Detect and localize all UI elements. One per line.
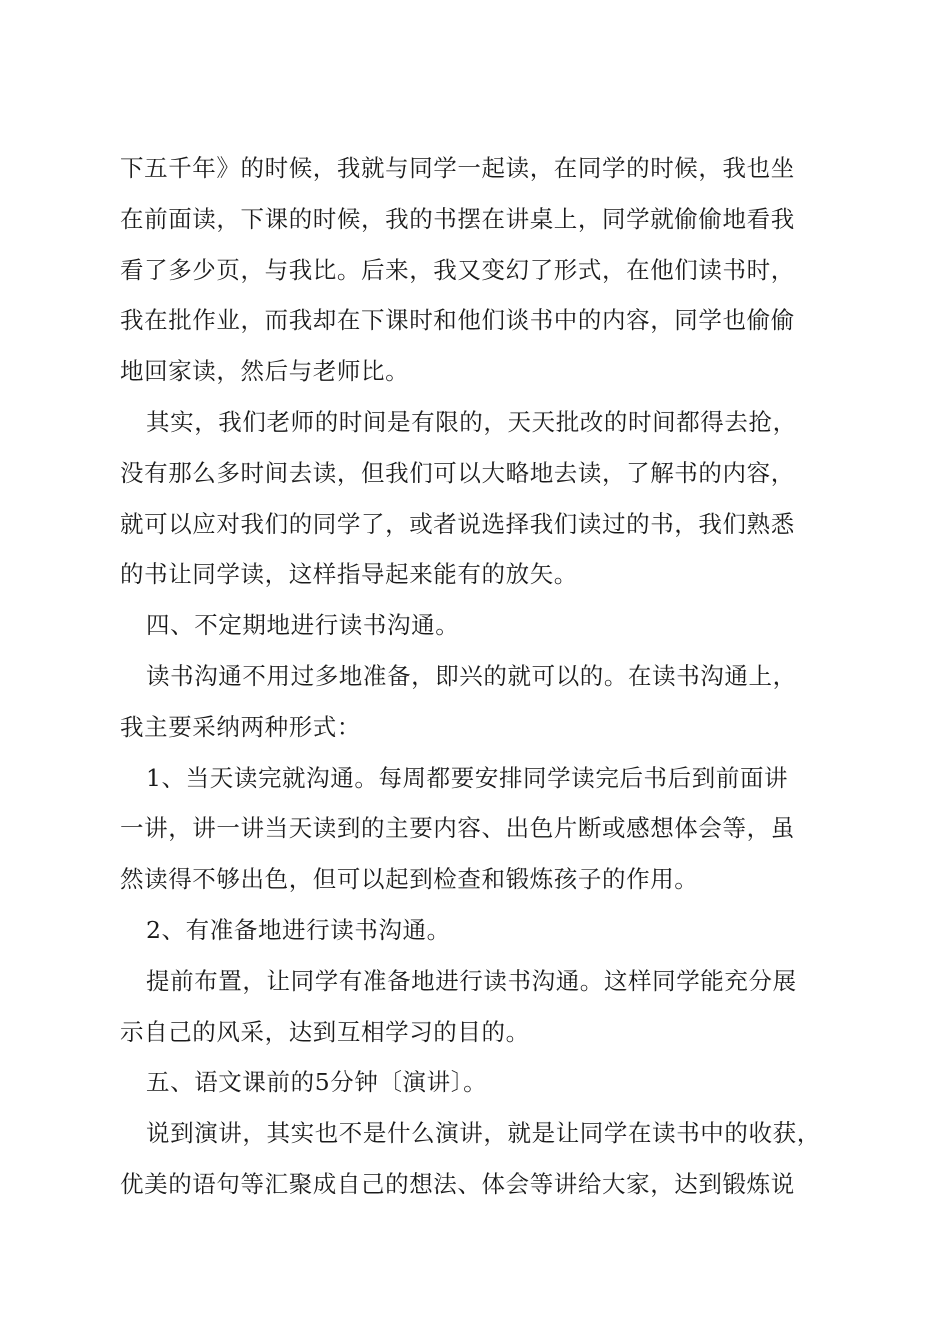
text-line: 的书让同学读，这样指导起来能有的放矢。 [120, 560, 578, 589]
text-line: 优美的语句等汇聚成自己的想法、体会等讲给大家，达到锻炼说 [120, 1169, 795, 1198]
text-line: 1、当天读完就沟通。每周都要安排同学读完后书后到前面讲 [146, 763, 789, 792]
text-line: 下五千年》的时候，我就与同学一起读，在同学的时候，我也坐 [120, 154, 795, 182]
text-line: 其实，我们老师的时间是有限的，天天批改的时间都得去抢， [146, 407, 797, 436]
text-line: 我在批作业，而我却在下课时和他们谈书中的内容，同学也偷偷 [120, 306, 795, 335]
text-line: 看了多少页，与我比。后来，我又变幻了形式，在他们读书时， [120, 255, 795, 284]
text-line: 2、有准备地进行读书沟通。 [146, 915, 451, 944]
text-line: 然读得不够出色，但可以起到检查和锻炼孩子的作用。 [120, 865, 699, 894]
text-line: 五、语文课前的5分钟〔演讲〕。 [146, 1068, 488, 1097]
text-line: 就可以应对我们的同学了，或者说选择我们读过的书，我们熟悉 [120, 509, 795, 538]
text-line: 四、不定期地进行读书沟通。 [146, 611, 460, 640]
text-line: 我主要采纳两种形式： [120, 712, 361, 741]
text-line: 一讲，讲一讲当天读到的主要内容、出色片断或感想体会等，虽 [120, 814, 795, 843]
document-body [120, 143, 836, 1210]
text-line: 示自己的风采，达到互相学习的目的。 [120, 1017, 530, 1046]
text-line: 说到演讲，其实也不是什么演讲，就是让同学在读书中的收获， [146, 1119, 821, 1148]
text-line: 没有那么多时间去读，但我们可以大略地去读，了解书的内容， [120, 458, 795, 487]
text-line: 在前面读，下课的时候，我的书摆在讲桌上，同学就偷偷地看我 [120, 204, 795, 233]
text-line: 读书沟通不用过多地准备，即兴的就可以的。在读书沟通上， [146, 661, 797, 690]
text-line: 提前布置，让同学有准备地进行读书沟通。这样同学能充分展 [146, 966, 797, 995]
text-line: 地回家读，然后与老师比。 [120, 357, 410, 386]
